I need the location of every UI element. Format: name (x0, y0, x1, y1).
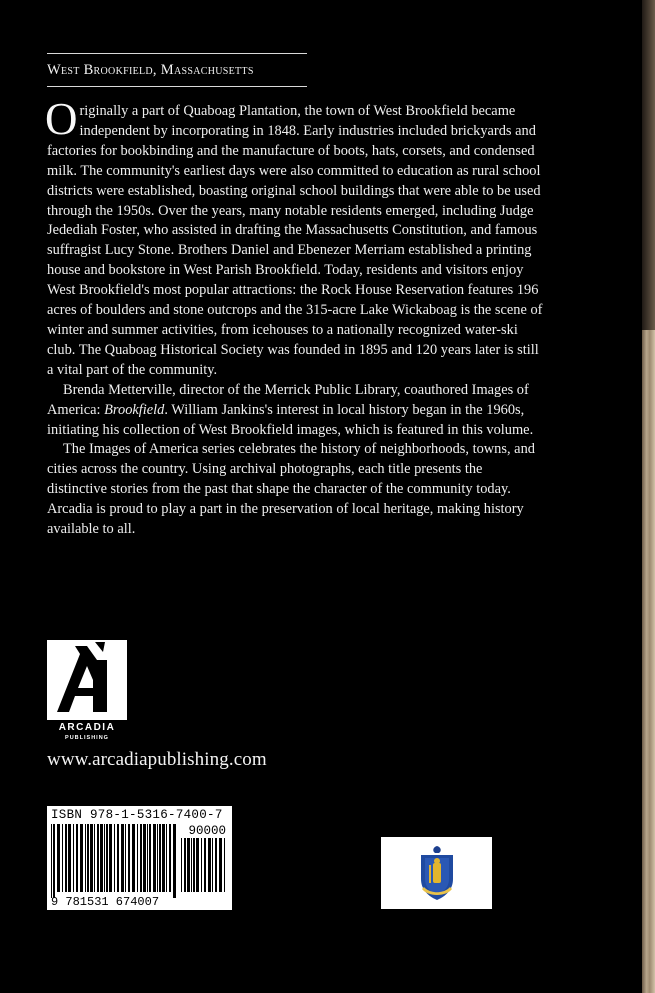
description (45, 94, 544, 540)
barcode-bars-icon (51, 824, 177, 898)
logo-name: ARCADIA (58, 722, 116, 733)
paragraph-2-italic-title: Brookfield (104, 401, 165, 418)
paragraph-2-text-b: . William Jankins's interest in local history began in the 1960s, initiating his collection of West Brookfield images, which is featured in this volume. (47, 401, 534, 438)
massachusetts-flag (381, 837, 492, 909)
description-paragraph-3 (47, 440, 544, 540)
arcadia-logo-icon (47, 640, 127, 741)
header-rule-top (47, 53, 307, 54)
publisher-website-link[interactable]: www.arcadiapublishing.com (47, 749, 267, 770)
book-title: West Brookfield, Massachusetts (47, 62, 254, 78)
logo-sub: PUBLISHING (65, 735, 109, 741)
paragraph-2-text-a: Brenda Metterville, director of the Merrick Public Library, coauthored Images of America: (47, 381, 529, 418)
drop-cap: O (45, 94, 78, 144)
price-code: 90000 (188, 824, 226, 838)
isbn-label: ISBN 978-1-5316-7400-7 (51, 808, 223, 822)
description-paragraph-2 (47, 381, 544, 441)
barcode-digits: 9 781531 674007 (51, 895, 160, 909)
paragraph-1-text: riginally a part of Quaboag Plantation, the town of West Brookfield became independent by incorporating in 1848. Early industries included brickyards and factories for bookbinding and the manufacture of boots, hats, corsets, and condensed milk. The community's earliest days were also committed to education as rural school districts were established, boasting original school buildings that were able to be used through the 1950s. Over the years, many notable residents emerged, including Judge Jedediah Foster, who assisted in drafting the Massachusetts Constitution, and famous suffragist Lucy Stone. Brothers Daniel and Ebenezer Merriam established a printing house and bookstore in West Parish Brookfield. Today, residents and visitors enjoy West Brookfield's most popular attractions: the Rock House Reservation features 196 acres of boulders and stone outcrops and the 315-acre Lake Wickaboag is the scene of winter and summer activities, from icehouses to a nationally recognized water-ski club. The Quaboag Historical Society was founded in 1895 and 120 years later is still a vital part of the community. (47, 103, 543, 378)
massachusetts-seal-icon (418, 845, 456, 901)
description-paragraph-1 (45, 94, 544, 381)
header-rule-bottom (47, 86, 307, 87)
paragraph-3-text: The Images of America series celebrates the history of neighborhoods, towns, and cities across the country. Using archival photographs, each title presents the distinctive stories from the past that shape the character of the community today. Arcadia is proud to play a part in the preservation of local heritage, making history available to all. (47, 441, 535, 538)
price-barcode-bars-icon (181, 838, 227, 898)
isbn-barcode (47, 806, 232, 910)
cover-photo-edge (642, 0, 655, 993)
